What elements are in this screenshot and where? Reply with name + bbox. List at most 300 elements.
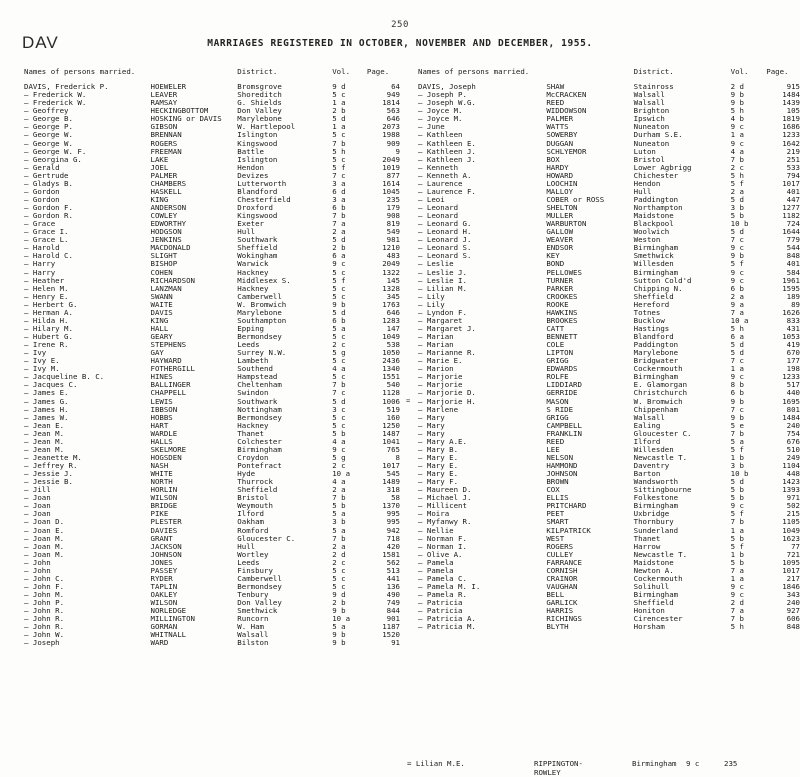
cell-district: Nuneaton bbox=[633, 122, 670, 132]
cell-spouse-surname: EDWARDS bbox=[546, 364, 578, 374]
page-title: MARRIAGES REGISTERED IN OCTOBER, NOVEMBER AND DECEMBER, 1955. bbox=[207, 38, 593, 49]
cell-person-name: — Patricia A. bbox=[418, 614, 476, 624]
cell-volume: 9 b bbox=[730, 396, 745, 406]
cell-volume: 5 h bbox=[730, 106, 745, 116]
cell-person-name: — John bbox=[24, 565, 51, 575]
cell-page: 510 bbox=[786, 444, 800, 454]
cell-volume: 7 b bbox=[332, 380, 346, 390]
cell-spouse-surname: ROOKE bbox=[546, 299, 569, 309]
cell-volume: 6 b bbox=[332, 315, 346, 325]
cell-page: 754 bbox=[786, 428, 800, 438]
cell-volume: 10 a bbox=[332, 469, 351, 479]
cell-page: 440 bbox=[786, 388, 800, 398]
cell-person-name: — Marjorie bbox=[418, 380, 463, 390]
cell-person-name: — Jeanette M. bbox=[24, 452, 82, 462]
cell-person-name: — Jill bbox=[24, 485, 51, 495]
footnote-marker-inline: = bbox=[406, 397, 411, 405]
cell-spouse-surname: S RIDE bbox=[546, 404, 574, 414]
cell-page: 1277 bbox=[782, 203, 800, 212]
header-district: District. bbox=[237, 67, 278, 76]
cell-page: 1340 bbox=[382, 364, 400, 374]
cell-spouse-surname: PASSEY bbox=[150, 565, 178, 575]
cell-person-name: — Kathleen E. bbox=[418, 138, 476, 148]
header-names: Names of persons married. bbox=[418, 67, 530, 76]
cell-district: Tenbury bbox=[237, 590, 269, 599]
cell-person-name: — Geoffrey bbox=[24, 106, 69, 116]
cell-page: 1623 bbox=[782, 533, 800, 543]
cell-person-name: — Kathleen J. bbox=[418, 146, 476, 156]
cell-spouse-surname: KING bbox=[150, 315, 169, 325]
cell-page: 909 bbox=[386, 138, 400, 148]
cell-volume: 5 f bbox=[730, 541, 745, 551]
cell-volume: 4 a bbox=[332, 436, 346, 446]
cell-district: Oakham bbox=[237, 517, 264, 527]
cell-district: Pontefract bbox=[237, 461, 282, 470]
cell-page: 517 bbox=[786, 380, 800, 390]
cell-spouse-surname: GORMAN bbox=[150, 622, 178, 632]
cell-person-name: — Ivy bbox=[24, 348, 47, 358]
cell-volume: 1 a bbox=[730, 573, 745, 583]
cell-page: 721 bbox=[786, 549, 800, 559]
cell-spouse-surname: NASH bbox=[150, 461, 169, 470]
cell-volume: 2 a bbox=[332, 541, 346, 551]
cell-district: Sheffield bbox=[237, 485, 278, 495]
cell-page: 995 bbox=[386, 517, 400, 527]
cell-page: 1439 bbox=[782, 98, 800, 108]
cell-spouse-surname: COLE bbox=[546, 340, 565, 350]
cell-person-name: — Joan M. bbox=[24, 533, 65, 543]
cell-district: Blandford bbox=[633, 332, 674, 341]
cell-volume: 5 f bbox=[730, 259, 745, 269]
cell-spouse-surname: KEY bbox=[546, 251, 560, 261]
cell-person-name: — Harry bbox=[24, 259, 56, 269]
cell-person-name: — Moira bbox=[418, 509, 450, 519]
cell-district: Hull bbox=[633, 186, 652, 196]
cell-person-name: — Mary E. bbox=[418, 469, 459, 479]
cell-person-name: — Jean M. bbox=[24, 436, 65, 446]
cell-spouse-surname: PALMER bbox=[150, 170, 178, 180]
cell-person-name: — Michael J. bbox=[418, 493, 472, 503]
cell-district: Hereford bbox=[633, 299, 670, 309]
cell-volume: 10 b bbox=[730, 219, 749, 229]
cell-spouse-surname: McCRACKEN bbox=[546, 90, 587, 100]
cell-volume: 9 c bbox=[730, 122, 745, 132]
cell-page: 1614 bbox=[382, 178, 400, 188]
cell-person-name: — Mary E. bbox=[418, 461, 459, 470]
cell-page: 177 bbox=[786, 356, 800, 366]
cell-page: 549 bbox=[386, 227, 400, 237]
cell-person-name: — Lyndon F. bbox=[418, 307, 467, 317]
cell-person-name: — Gertrude bbox=[24, 170, 69, 180]
cell-spouse-surname: HOGSDEN bbox=[150, 452, 182, 462]
cell-spouse-surname: GRIGG bbox=[546, 356, 569, 366]
cell-spouse-surname: BISHOP bbox=[150, 259, 178, 269]
cell-page: 1322 bbox=[382, 267, 400, 277]
cell-spouse-surname: NELSON bbox=[546, 452, 574, 462]
cell-page: 1423 bbox=[782, 477, 800, 487]
cell-spouse-surname: WAITE bbox=[150, 299, 173, 309]
cell-spouse-surname: PLESTER bbox=[150, 517, 182, 527]
cell-district: W. Ham bbox=[237, 622, 264, 632]
footnote-right-page: 235 bbox=[724, 759, 738, 768]
cell-page: 198 bbox=[786, 364, 800, 374]
cell-page: 1053 bbox=[782, 332, 800, 341]
cell-district: Bilston bbox=[237, 638, 269, 648]
header-district: District. bbox=[633, 67, 674, 76]
cell-page: 1961 bbox=[782, 275, 800, 285]
cell-volume: 5 f bbox=[730, 509, 745, 519]
cell-person-name: — Marjorie bbox=[418, 372, 463, 382]
cell-district: Hackney bbox=[237, 283, 269, 293]
cell-district: Surrey N.W. bbox=[237, 348, 287, 358]
cell-page: 949 bbox=[386, 90, 400, 100]
cell-page: 1128 bbox=[382, 388, 400, 398]
cell-district: Weymouth bbox=[237, 501, 273, 511]
cell-person-name: — Jean E. bbox=[24, 420, 65, 430]
cell-person-name: — George P. bbox=[24, 122, 73, 132]
table-header-row bbox=[24, 68, 400, 83]
cell-volume: 7 c bbox=[730, 404, 745, 414]
cell-district: Sunderland bbox=[633, 525, 679, 535]
cell-district: Gloucester C. bbox=[237, 533, 296, 543]
cell-volume: 5 d bbox=[730, 348, 745, 358]
cell-spouse-surname: MULLER bbox=[546, 211, 574, 221]
cell-person-name: — Leonard bbox=[418, 211, 459, 221]
cell-district: Birmingham bbox=[633, 501, 679, 511]
cell-page: 1017 bbox=[382, 461, 400, 470]
cell-spouse-surname: TAPLIN bbox=[150, 581, 178, 591]
cell-district: W. Bromwich bbox=[237, 299, 287, 309]
cell-page: 483 bbox=[386, 251, 400, 261]
cell-person-name: — Gordon bbox=[24, 186, 60, 196]
cell-page: 2049 bbox=[382, 259, 400, 269]
cell-district: Birmingham bbox=[237, 444, 282, 454]
cell-person-name: — Mary B. bbox=[418, 444, 459, 454]
cell-person-name: — John R. bbox=[24, 622, 65, 632]
cell-volume: 5 c bbox=[332, 283, 346, 293]
cell-volume: 5 h bbox=[332, 146, 346, 156]
cell-spouse-surname: FOTHERGILL bbox=[150, 364, 195, 374]
cell-person-name: — Maureen D. bbox=[418, 485, 472, 495]
cell-person-name: — Jeffrey R. bbox=[24, 461, 78, 470]
cell-page: 562 bbox=[386, 557, 400, 567]
cell-page: 995 bbox=[386, 509, 400, 519]
cell-spouse-surname: WHITNALL bbox=[150, 630, 187, 640]
cell-district: Islington bbox=[237, 154, 278, 164]
cell-volume: 5 f bbox=[730, 444, 745, 454]
cell-page: 877 bbox=[386, 170, 400, 180]
cell-volume: 5 d bbox=[730, 477, 745, 487]
cell-person-name: — Grace bbox=[24, 219, 56, 229]
cell-person-name: — Kathleen J. bbox=[418, 154, 476, 164]
cell-volume: 2 c bbox=[730, 162, 745, 172]
cell-spouse-surname: WARDLE bbox=[150, 428, 178, 438]
page-corner-tab: DAV bbox=[22, 33, 59, 52]
cell-page: 908 bbox=[386, 211, 400, 221]
cell-page: 179 bbox=[386, 203, 400, 212]
cell-page: 1050 bbox=[382, 348, 400, 358]
cell-district: Sheffield bbox=[237, 243, 278, 253]
cell-volume: 3 a bbox=[332, 178, 346, 188]
cell-volume: 10 a bbox=[730, 315, 749, 325]
cell-spouse-surname: GEARY bbox=[150, 332, 173, 341]
table-row bbox=[418, 623, 800, 631]
cell-page: 1041 bbox=[382, 436, 400, 446]
cell-person-name: — John P. bbox=[24, 598, 65, 608]
cell-spouse-surname: HARDY bbox=[546, 162, 569, 172]
cell-page: 1250 bbox=[382, 420, 400, 430]
cell-district: Barton bbox=[633, 469, 661, 479]
cell-person-name: — Lily bbox=[418, 299, 445, 309]
cell-person-name: — Heather bbox=[24, 275, 65, 285]
cell-person-name: — Pamela bbox=[418, 557, 454, 567]
cell-person-name: — Marie E. bbox=[418, 356, 463, 366]
cell-person-name: — Irene R. bbox=[24, 340, 69, 350]
cell-spouse-surname: LEWIS bbox=[150, 396, 173, 406]
cell-person-name: — Marjorie D. bbox=[418, 388, 476, 398]
cell-person-name: — Pamela M. I. bbox=[418, 581, 481, 591]
cell-page: 1988 bbox=[382, 130, 400, 140]
cell-district: Exeter bbox=[237, 219, 264, 229]
cell-district: Hull bbox=[237, 541, 256, 551]
cell-person-name: — James G. bbox=[24, 396, 69, 406]
cell-page: 1328 bbox=[382, 283, 400, 293]
cell-volume: 5 b bbox=[730, 485, 745, 495]
cell-volume: 1 a bbox=[730, 130, 745, 140]
cell-page: 1049 bbox=[382, 332, 400, 341]
cell-district: Camberwell bbox=[237, 291, 282, 301]
cell-spouse-surname: SWANN bbox=[150, 291, 173, 301]
cell-spouse-surname: FARRANCE bbox=[546, 557, 582, 567]
cell-spouse-surname: VAUGHAN bbox=[546, 581, 578, 591]
cell-district: Walsall bbox=[237, 630, 269, 640]
cell-spouse-surname: HORLIN bbox=[150, 485, 178, 495]
cell-district: Sheffield bbox=[633, 291, 674, 301]
cell-spouse-surname: ROGERS bbox=[546, 541, 574, 551]
cell-spouse-surname: BENNETT bbox=[546, 332, 578, 341]
cell-spouse-surname: SHAW bbox=[546, 82, 565, 92]
left-column bbox=[0, 68, 400, 647]
cell-page: 251 bbox=[786, 154, 800, 164]
cell-person-name: — Grace I. bbox=[24, 227, 69, 237]
cell-district: Honiton bbox=[633, 606, 665, 616]
cell-person-name: — James W. bbox=[24, 412, 69, 422]
cell-district: Ealing bbox=[633, 420, 661, 430]
cell-volume: 9 b bbox=[730, 90, 745, 100]
cell-person-name: — Lily bbox=[418, 291, 445, 301]
cell-person-name: — Harold C. bbox=[24, 251, 73, 261]
cell-person-name: — John W. bbox=[24, 630, 65, 640]
cell-page: 606 bbox=[786, 614, 800, 624]
cell-spouse-surname: HINES bbox=[150, 372, 173, 382]
cell-district: Cockermouth bbox=[633, 573, 683, 583]
cell-volume: 3 b bbox=[730, 203, 745, 212]
cell-page: 1581 bbox=[382, 549, 400, 559]
cell-district: Croydon bbox=[237, 452, 269, 462]
cell-spouse-surname: ROLFE bbox=[546, 372, 569, 382]
cell-district: Islington bbox=[237, 130, 278, 140]
cell-volume: 7 a bbox=[332, 219, 346, 229]
cell-page: 2436 bbox=[382, 356, 400, 366]
cell-volume: 5 a bbox=[730, 436, 745, 446]
cell-spouse-surname: WILSON bbox=[150, 598, 178, 608]
footnote-left bbox=[407, 759, 465, 768]
cell-page: 718 bbox=[386, 533, 400, 543]
cell-person-name: DAVIS, Joseph bbox=[418, 82, 476, 92]
cell-district: Gloucester C. bbox=[633, 428, 692, 438]
cell-person-name: — Ivy M. bbox=[24, 364, 60, 374]
cell-volume: 5 c bbox=[332, 332, 346, 341]
cell-spouse-surname: LIDDIARD bbox=[546, 380, 582, 390]
cell-volume: 5 c bbox=[332, 412, 346, 422]
cell-volume: 2 b bbox=[332, 243, 346, 253]
cell-district: Paddington bbox=[633, 194, 679, 204]
cell-spouse-surname: HOEWELER bbox=[150, 82, 187, 92]
cell-volume: 6 d bbox=[332, 186, 346, 196]
cell-volume: 2 d bbox=[730, 82, 745, 92]
cell-volume: 3 b bbox=[332, 517, 346, 527]
cell-person-name: — Jessie B. bbox=[24, 477, 73, 487]
cell-district: Maidstone bbox=[633, 211, 674, 221]
cell-page: 441 bbox=[386, 573, 400, 583]
cell-volume: 9 b bbox=[730, 412, 745, 422]
cell-person-name: — Gordon R. bbox=[24, 211, 73, 221]
cell-spouse-surname: BRENNAN bbox=[150, 130, 182, 140]
cell-volume: 1 b bbox=[730, 549, 745, 559]
cell-spouse-surname: JOEL bbox=[150, 162, 169, 172]
cell-page: 848 bbox=[786, 251, 800, 261]
cell-district: Thanet bbox=[633, 533, 661, 543]
cell-person-name: — Leonard H. bbox=[418, 227, 472, 237]
cell-volume: 1 a bbox=[332, 98, 346, 108]
cell-spouse-surname: WIDDOWSON bbox=[546, 106, 587, 116]
cell-volume: 2 c bbox=[332, 461, 346, 470]
cell-page: 219 bbox=[786, 146, 800, 156]
cell-district: Lower Agbrigg bbox=[633, 162, 692, 172]
cell-page: 160 bbox=[386, 412, 400, 422]
cell-person-name: — James H. bbox=[24, 404, 69, 414]
cell-district: Droxford bbox=[237, 203, 273, 212]
cell-page: 1763 bbox=[382, 299, 400, 309]
cell-person-name: — Henry E. bbox=[24, 291, 69, 301]
cell-district: Blackpool bbox=[633, 219, 674, 229]
cell-page: 1019 bbox=[382, 162, 400, 172]
cell-district: Sittingbourne bbox=[633, 485, 692, 495]
cell-volume: 2 a bbox=[730, 186, 745, 196]
cell-district: Ipswich bbox=[633, 114, 665, 124]
cell-district: Warwick bbox=[237, 259, 269, 269]
cell-spouse-surname: GERRIDE bbox=[546, 388, 578, 398]
cell-spouse-surname: MILLINGTON bbox=[150, 614, 195, 624]
cell-page: 981 bbox=[386, 235, 400, 245]
cell-volume: 9 d bbox=[332, 590, 346, 599]
footnote-marker: = bbox=[407, 759, 412, 768]
cell-page: 1104 bbox=[782, 461, 800, 470]
cell-person-name: — Mary bbox=[418, 420, 445, 430]
footnote-right-district: Birmingham bbox=[632, 759, 677, 768]
cell-spouse-surname: FRANKLIN bbox=[546, 428, 582, 438]
cell-spouse-surname: GRANT bbox=[150, 533, 173, 543]
cell-district: Newcastle T. bbox=[633, 549, 688, 559]
cell-person-name: — Mary bbox=[418, 428, 445, 438]
cell-page: 448 bbox=[786, 469, 800, 479]
cell-page: 538 bbox=[386, 340, 400, 350]
cell-spouse-surname: PARKER bbox=[546, 283, 574, 293]
cell-page: 1484 bbox=[782, 90, 800, 100]
cell-district: Lutterworth bbox=[237, 178, 287, 188]
cell-person-name: — Jean M. bbox=[24, 444, 65, 454]
cell-volume: 10 b bbox=[730, 469, 749, 479]
cell-person-name: — Laurence bbox=[418, 178, 463, 188]
cell-page: 563 bbox=[386, 106, 400, 116]
cell-spouse-surname: IBBSON bbox=[150, 404, 178, 414]
cell-district: Christchurch bbox=[633, 388, 688, 398]
cell-person-name: — Margaret bbox=[418, 315, 463, 325]
cell-page: 215 bbox=[786, 509, 800, 519]
cell-person-name: — Grace L. bbox=[24, 235, 69, 245]
cell-person-name: — Marjorie H. bbox=[418, 396, 476, 406]
cell-person-name: — Lilian M. bbox=[418, 283, 467, 293]
cell-page: 544 bbox=[786, 243, 800, 253]
cell-district: Harrow bbox=[633, 541, 661, 551]
cell-person-name: — Jacqueline B. C. bbox=[24, 372, 105, 382]
cell-person-name: — Patricia M. bbox=[418, 622, 476, 632]
cell-volume: 2 d bbox=[332, 549, 346, 559]
cell-spouse-surname: REED bbox=[546, 436, 565, 446]
cell-spouse-surname: FREEMAN bbox=[150, 146, 182, 156]
cell-person-name: — Georgina G. bbox=[24, 154, 82, 164]
cell-person-name: — Leonard S. bbox=[418, 243, 472, 253]
cell-page: 401 bbox=[786, 259, 800, 269]
cell-page: 401 bbox=[786, 186, 800, 196]
table-header-row bbox=[418, 68, 800, 83]
cell-district: Sutton Cold'd bbox=[633, 275, 692, 285]
cell-page: 2073 bbox=[382, 122, 400, 132]
cell-person-name: — John bbox=[24, 557, 51, 567]
cell-volume: 9 b bbox=[332, 606, 346, 616]
cell-volume: 9 b bbox=[332, 299, 346, 309]
cell-district: Battle bbox=[237, 146, 264, 156]
cell-page: 91 bbox=[391, 638, 400, 648]
cell-district: Wandsworth bbox=[633, 477, 679, 487]
cell-person-name: — Helen M. bbox=[24, 283, 69, 293]
cell-person-name: — Margaret J. bbox=[418, 323, 476, 333]
cell-volume: 5 c bbox=[332, 356, 346, 366]
cell-volume: 5 c bbox=[332, 130, 346, 140]
left-register-table bbox=[24, 68, 400, 647]
cell-page: 77 bbox=[791, 541, 800, 551]
cell-spouse-surname: PRITCHARD bbox=[546, 501, 587, 511]
cell-spouse-surname: ENDSOR bbox=[546, 243, 574, 253]
cell-district: Bermondsey bbox=[237, 412, 282, 422]
cell-person-name: — Joyce M. bbox=[418, 106, 463, 116]
cell-volume: 5 h bbox=[730, 622, 745, 632]
cell-spouse-surname: LANZMAN bbox=[150, 283, 182, 293]
cell-volume: 9 c bbox=[730, 243, 745, 253]
cell-spouse-surname: LEE bbox=[546, 444, 560, 454]
cell-spouse-surname: MACDONALD bbox=[150, 243, 191, 253]
cell-volume: 5 d bbox=[730, 340, 745, 350]
cell-volume: 4 b bbox=[730, 114, 745, 124]
cell-spouse-surname: HAWKINS bbox=[546, 307, 578, 317]
cell-district: E. Glamorgan bbox=[633, 380, 688, 390]
cell-spouse-surname: RAMSAY bbox=[150, 98, 178, 108]
cell-volume: 5 c bbox=[332, 267, 346, 277]
cell-page: 533 bbox=[786, 162, 800, 172]
cell-volume: 1 a bbox=[730, 525, 745, 535]
cell-page: 513 bbox=[386, 565, 400, 575]
cell-district: Wortley bbox=[237, 549, 269, 559]
